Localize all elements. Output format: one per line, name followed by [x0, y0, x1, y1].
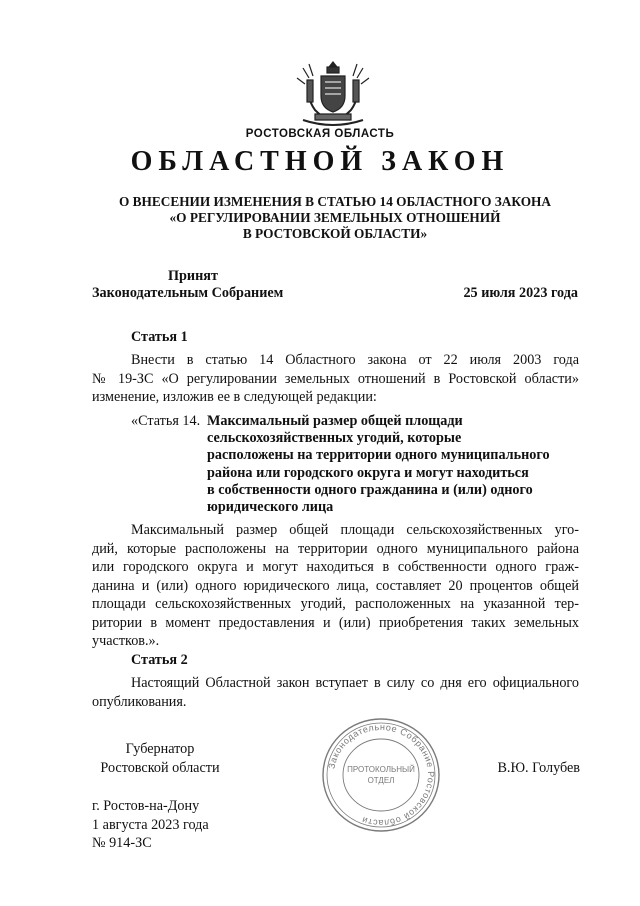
region-name: РОСТОВСКАЯ ОБЛАСТЬ [245, 128, 395, 140]
law-number: № 914-ЗС [92, 835, 152, 851]
adoption-date: 25 июля 2023 года [463, 285, 578, 301]
article-1-intro [92, 351, 579, 407]
stamp-center-line: ОТДЕЛ [367, 776, 395, 785]
text-line: участков.». [92, 633, 160, 649]
title-line: Максимальный размер общей площади [207, 413, 463, 429]
adopted-by: Законодательным Собранием [92, 285, 284, 301]
text-line: или городского округа и могут находиться в собственности одного граж- [92, 559, 579, 575]
official-stamp [320, 716, 442, 834]
signatory-title-line: Губернатор [125, 741, 195, 757]
document-type-title: ОБЛАСТНОЙ ЗАКОН [130, 146, 510, 177]
article-1-heading: Статья 1 [131, 329, 188, 345]
text-line: Максимальный размер общей площади сельскохозяйственных уго- [131, 522, 579, 538]
subtitle-line: «О РЕГУЛИРОВАНИИ ЗЕМЕЛЬНЫХ ОТНОШЕНИЙ [169, 210, 501, 225]
subtitle-line: О ВНЕСЕНИИ ИЗМЕНЕНИЯ В СТАТЬЮ 14 ОБЛАСТНОГО ЗАКОНА [118, 194, 551, 209]
article-14-title [207, 413, 587, 516]
text-line: дий, которые расположены на территории одного муниципального района [92, 540, 579, 557]
text-line: данина и (или) одного юридического лица, составляет 20 процентов общей [92, 577, 579, 594]
text-line: ритории в момент предоставления и (или) приобретения таких земельных [92, 614, 579, 631]
text-line: площади сельскохозяйственных угодий, расположенных на указанной тер- [92, 596, 579, 612]
signatory-name: В.Ю. Голубев [497, 760, 580, 776]
stamp-center-line: ПРОТОКОЛЬНЫЙ [347, 765, 415, 774]
title-line: сельскохозяйственных угодий, которые [207, 430, 462, 447]
law-subtitle [90, 194, 580, 242]
text-line: № 19-ЗС «О регулировании земельных отношений в Ростовской области» [92, 370, 579, 387]
text-line: опубликования. [92, 693, 187, 710]
stamp-ring-text: Законодательное Собрание Ростовской области [326, 721, 437, 829]
text-line: изменение, изложив ее в следующей редакции: [92, 389, 377, 405]
place-date-number [92, 797, 209, 853]
signatory-title [92, 740, 228, 777]
title-line: района или городского округа и могут находиться [207, 464, 529, 481]
article-14-label: «Статья 14. [131, 413, 201, 429]
article-2-body [92, 674, 579, 711]
sign-date: 1 августа 2023 года [92, 816, 209, 833]
coat-of-arms-icon [295, 60, 371, 128]
adopted-label: Принят [168, 268, 218, 284]
title-line: расположены на территории одного муниципального [207, 447, 550, 464]
title-line: в собственности одного гражданина и (или) одного [207, 481, 533, 498]
text-line: Настоящий Областной закон вступает в силу со дня его официального [131, 675, 579, 691]
city: г. Ростов-на-Дону [92, 798, 200, 814]
signatory-title-line: Ростовской области [100, 759, 220, 776]
text-line: Внести в статью 14 Областного закона от 22 июля 2003 года [131, 352, 579, 368]
subtitle-line: В РОСТОВСКОЙ ОБЛАСТИ» [242, 226, 428, 241]
article-2-heading: Статья 2 [131, 652, 188, 668]
article-14-body [92, 521, 579, 651]
title-line: юридического лица [207, 499, 334, 516]
